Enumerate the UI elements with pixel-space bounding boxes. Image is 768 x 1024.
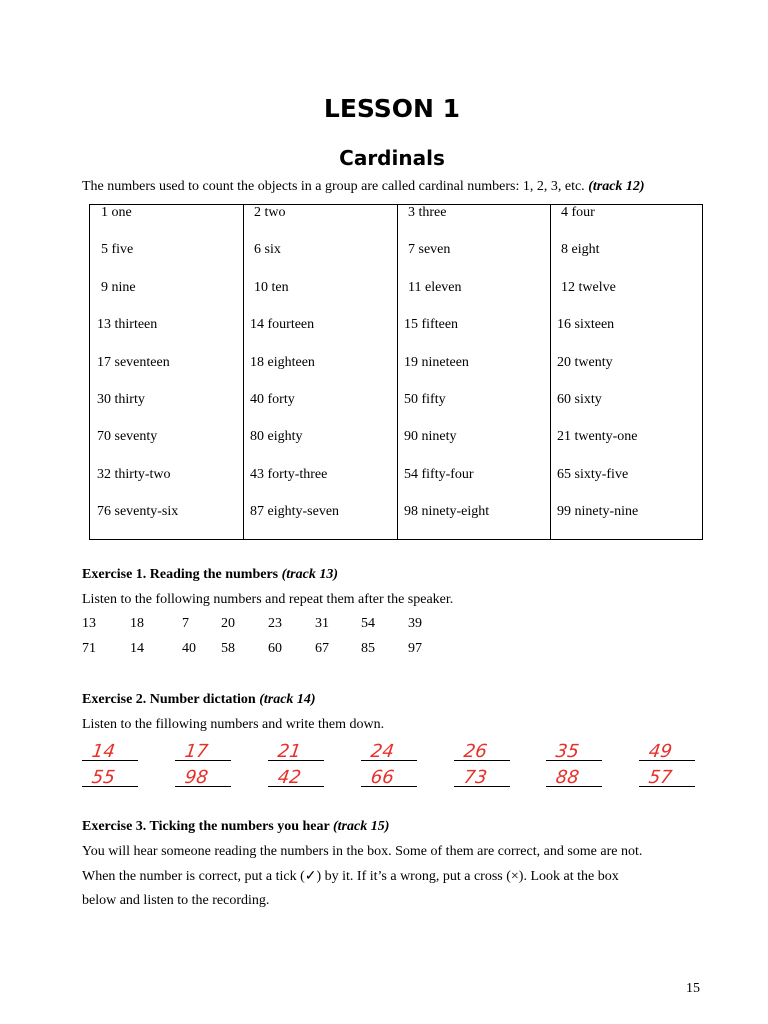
cardinal-cell: 10 ten: [254, 279, 289, 295]
handwritten-number: [639, 737, 695, 765]
exercise1-instruction: Listen to the following numbers and repeat them after the speaker.: [82, 592, 454, 607]
dictation-answer: [639, 737, 695, 763]
handwritten-number: [361, 763, 417, 791]
exercise1-number: 13: [82, 616, 96, 631]
exercise1-heading: [82, 566, 338, 584]
handwritten-digits: 49: [647, 741, 674, 762]
handwritten-digits: 17: [183, 741, 210, 762]
exercise1-number: 85: [361, 641, 375, 656]
exercise3-line: below and listen to the recording.: [82, 893, 270, 908]
page-number: 15: [686, 981, 700, 996]
dictation-answer: [546, 763, 602, 789]
exercise3-line: When the number is correct, put a tick (✓) by it. If it’s a wrong, put a cross (×). Look at the box: [82, 869, 619, 884]
cardinal-cell: 13 thirteen: [97, 317, 158, 333]
exercise2-heading: [82, 691, 316, 709]
handwritten-number: [268, 737, 324, 765]
cardinal-cell: 76 seventy-six: [97, 504, 179, 520]
handwritten-digits: 98: [183, 767, 210, 788]
handwritten-digits: 73: [462, 767, 489, 788]
cardinal-cell: 32 thirty-two: [97, 466, 171, 482]
cardinal-cell: 90 ninety: [404, 429, 457, 445]
cardinal-cell: 70 seventy: [97, 429, 158, 445]
handwritten-number: [268, 763, 324, 791]
cardinal-cell: 6 six: [254, 242, 281, 258]
cardinal-cell: 16 sixteen: [557, 317, 615, 333]
exercise2-instruction: Listen to the fillowing numbers and write them down.: [82, 717, 385, 732]
cardinal-cell: 11 eleven: [408, 279, 462, 295]
cardinal-cell: 80 eighty: [250, 429, 303, 445]
table-divider: [550, 205, 551, 539]
cardinal-cell: 40 forty: [250, 392, 295, 407]
cardinal-cell: 50 fifty: [404, 392, 446, 407]
intro-track: (track 12): [588, 179, 645, 194]
cardinal-cell: 60 sixty: [557, 392, 602, 407]
exercise1-number: 40: [182, 641, 196, 656]
cardinal-cell: 43 forty-three: [250, 466, 328, 482]
cardinals-table: [89, 204, 703, 540]
exercise1-number: 7: [182, 616, 189, 631]
exercise1-number: 54: [361, 616, 375, 631]
handwritten-number: [82, 737, 138, 765]
handwritten-digits: 35: [554, 741, 581, 762]
handwritten-number: [361, 737, 417, 765]
exercise1-track: (track 13): [281, 567, 339, 582]
exercise1-number: 97: [408, 641, 422, 656]
exercise3-line: You will hear someone reading the numbers in the box. Some of them are correct, and some are not.: [82, 844, 643, 859]
section-title: Cardinals: [339, 146, 445, 170]
exercise2-title: Exercise 2. Number dictation: [82, 692, 256, 707]
exercise2-track: (track 14): [259, 692, 316, 707]
cardinal-cell: 1 one: [101, 205, 132, 220]
dictation-answer: [175, 763, 231, 789]
exercise1-number: 14: [130, 641, 144, 656]
exercise1-number: 20: [221, 616, 235, 631]
exercise3-track: (track 15): [332, 819, 390, 834]
dictation-answer: [454, 763, 510, 789]
handwritten-number: [454, 737, 510, 765]
exercise1-number: 23: [268, 616, 282, 631]
cardinal-cell: 3 three: [408, 205, 447, 220]
handwritten-number: [639, 763, 695, 791]
handwritten-digits: 21: [276, 741, 303, 762]
dictation-answer: [454, 737, 510, 763]
table-divider: [243, 205, 244, 539]
exercise1-number: 67: [315, 641, 329, 656]
handwritten-digits: 24: [369, 741, 396, 762]
lesson-title: LESSON 1: [323, 94, 461, 123]
exercise1-number: 58: [221, 641, 235, 656]
cardinal-cell: 14 fourteen: [250, 317, 315, 333]
cardinal-cell: 87 eighty-seven: [250, 504, 340, 520]
dictation-answer: [546, 737, 602, 763]
handwritten-number: [175, 763, 231, 791]
table-divider: [397, 205, 398, 539]
exercise3-heading: [82, 818, 389, 836]
dictation-answer: [361, 763, 417, 789]
exercise1-number: 71: [82, 641, 96, 656]
handwritten-number: [82, 763, 138, 791]
cardinal-cell: 19 nineteen: [404, 354, 469, 370]
cardinal-cell: 12 twelve: [561, 279, 616, 295]
cardinal-cell: 65 sixty-five: [557, 466, 629, 482]
cardinal-cell: 21 twenty-one: [557, 429, 638, 445]
cardinal-cell: 5 five: [101, 242, 134, 258]
cardinal-cell: 7 seven: [408, 242, 451, 258]
exercise1-number: 60: [268, 641, 282, 656]
handwritten-digits: 26: [462, 741, 489, 762]
exercise1-number: 39: [408, 616, 422, 631]
handwritten-digits: 66: [369, 767, 396, 788]
cardinal-cell: 8 eight: [561, 242, 600, 258]
cardinal-cell: 98 ninety-eight: [404, 504, 490, 520]
cardinal-cell: 2 two: [254, 205, 286, 220]
intro-text: The numbers used to count the objects in a group are called cardinal numbers: 1, 2, 3, etc.: [82, 179, 585, 194]
handwritten-digits: 57: [647, 767, 674, 788]
handwritten-digits: 88: [554, 767, 581, 788]
cardinal-cell: 18 eighteen: [250, 354, 315, 370]
exercise3-title: Exercise 3. Ticking the numbers you hear: [82, 819, 330, 834]
dictation-answer: [175, 737, 231, 763]
cardinal-cell: 4 four: [561, 205, 595, 220]
dictation-answer: [268, 763, 324, 789]
handwritten-number: [546, 763, 602, 791]
cardinal-cell: 15 fifteen: [404, 317, 459, 333]
dictation-answer: [268, 737, 324, 763]
handwritten-digits: 14: [90, 741, 117, 762]
handwritten-number: [454, 763, 510, 791]
cardinal-cell: 99 ninety-nine: [557, 504, 639, 520]
intro-paragraph: [82, 178, 645, 196]
dictation-answer: [639, 763, 695, 789]
dictation-answer: [361, 737, 417, 763]
cardinal-cell: 30 thirty: [97, 392, 145, 407]
handwritten-digits: 55: [90, 767, 117, 788]
cardinal-cell: 20 twenty: [557, 354, 613, 370]
dictation-answer: [82, 763, 138, 789]
handwritten-number: [546, 737, 602, 765]
handwritten-number: [175, 737, 231, 765]
exercise1-number: 31: [315, 616, 329, 631]
dictation-answer: [82, 737, 138, 763]
cardinal-cell: 54 fifty-four: [404, 466, 474, 482]
exercise1-number: 18: [130, 616, 144, 631]
handwritten-digits: 42: [276, 767, 303, 788]
cardinal-cell: 17 seventeen: [97, 354, 170, 370]
cardinal-cell: 9 nine: [101, 279, 136, 295]
exercise1-title: Exercise 1. Reading the numbers: [82, 567, 279, 582]
